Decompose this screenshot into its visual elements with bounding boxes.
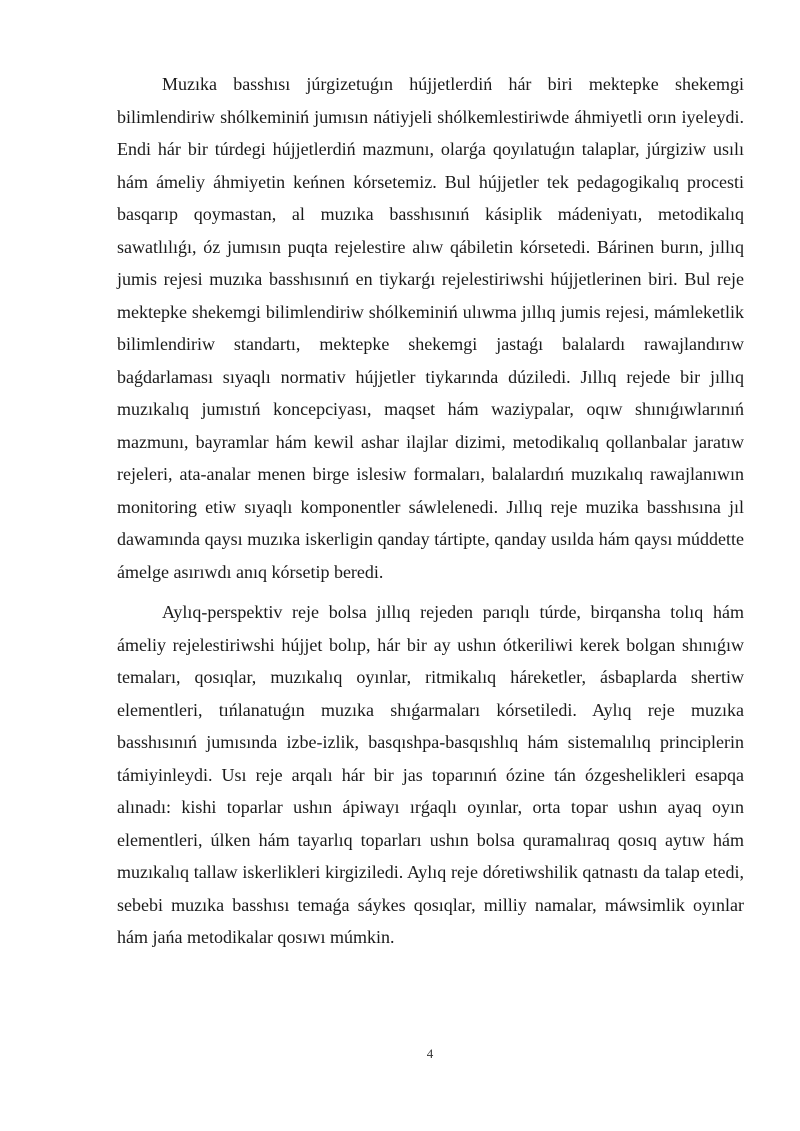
page-number: 4 [426, 1046, 434, 1061]
paragraph-1: Muzıka basshısı júrgizetuǵın hújjetlerdiń hár biri mektepke shekemgi bilimlendiriw shólkeminiń jumısın nátiyjeli shólkemlestiriwde áhmiyetli orın iyeleydi. Endi hár bir túrdegi hújjetlerdiń mazmunı, olarǵa qoyılatuǵın talaplar, júrgiziw usılı hám ámeliy áhmiyetin keńnen kórsetemiz. Bul hújjetler tek pedagogikalıq procesti basqarıp qoymastan, al muzıka basshısınıń kásiplik mádeniyatı, metodikalıq sawatlılıǵı, óz jumısın puqta rejelestire alıw qábiletin kórsetedi. Bárinen burın, jıllıq jumis rejesi muzıka basshısınıń en tiykarǵı rejelestiriwshi hújjetlerinen biri. Bul reje mektepke shekemgi bilimlendiriw shólkeminiń ulıwma jıllıq jumis rejesi, mámleketlik bilimlendiriw standartı, mektepke shekemgi jastaǵı balalardı rawajlandırıw baǵdarlaması sıyaqlı normativ hújjetler tiykarında dúziledi. Jıllıq rejede bir jıllıq muzıkalıq jumıstıń koncepciyası, maqset hám waziypalar, oqıw shınıǵıwlarınıń mazmunı, bayramlar hám kewil ashar ilajlar dizimi, metodikalıq qollanbalar jaratıw rejeleri, ata-analar menen birge islesiw formaları, balalardıń muzıkalıq rawajlanıwın monitoring etiw sıyaqlı komponentler sáwlelenedi. Jıllıq reje muzika basshısına jıl dawamında qaysı muzıka iskerligin qanday tártipte, qanday usılda hám qaysı múddette ámelge asırıwdı anıq kórsetip beredi. [117, 74, 744, 582]
body-text [117, 68, 744, 962]
paragraph-2: Aylıq-perspektiv reje bolsa jıllıq rejeden parıqlı túrde, birqansha tolıq hám ámeliy rejelestiriwshi hújjet bolıp, hár bir ay ushın ótkeriliwi kerek bolgan shınıǵıw temaları, qosıqlar, muzıkalıq oyınlar, ritmikalıq háreketler, ásbaplarda shertiw elementleri, tıńlanatuǵın muzıka shıǵarmaları kórsetiledi. Aylıq reje muzıka basshısınıń jumısında izbe-izlik, basqıshpa-basqıshlıq hám sistemalılıq principlerin támiyinleydi. Usı reje arqalı hár bir jas toparınıń ózine tán ózgeshelikleri esapqa alınadı: kishi toparlar ushın ápiwayı ırǵaqlı oyınlar, orta topar ushın ayaq oyın elementleri, úlken hám tayarlıq toparları ushın bolsa quramalıraq qosıq aytıw hám muzıkalıq tallaw iskerlikleri kirgiziledi. Aylıq reje dóretiwshilik qatnastı da talap etedi, sebebi muzıka basshısı temaǵa sáykes qosıqlar, milliy namalar, máwsimlik oyınlar hám jańa metodikalar qosıwı múmkin. [117, 602, 744, 947]
